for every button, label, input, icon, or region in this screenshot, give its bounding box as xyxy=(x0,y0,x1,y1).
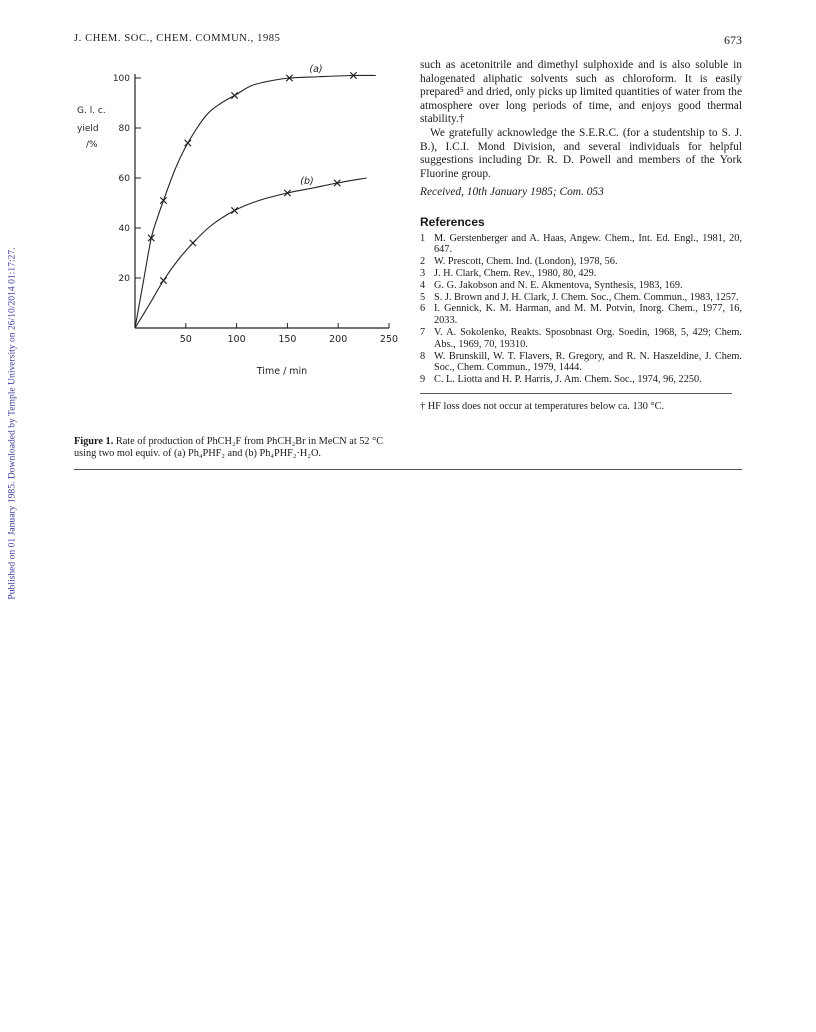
data-point-marker xyxy=(190,240,196,246)
journal-title: J. CHEM. SOC., CHEM. COMMUN., 1985 xyxy=(74,33,281,44)
reference-number: 3 xyxy=(420,267,426,279)
figure-1-chart xyxy=(74,56,404,386)
y-tick-label: 100 xyxy=(112,74,130,84)
reference-text: W. Brunskill, W. T. Flavers, R. Gregory, and R. N. Haszeldine, J. Chem. Soc., Chem. Commun., 1979, 1444. xyxy=(434,350,742,374)
reference-number: 2 xyxy=(420,256,426,268)
y-axis-label-line: yield xyxy=(77,124,99,134)
page-header xyxy=(74,33,742,49)
reference-item xyxy=(420,233,742,257)
right-column xyxy=(420,59,742,413)
references-heading: References xyxy=(420,214,485,229)
reference-text: J. H. Clark, Chem. Rev., 1980, 80, 429. xyxy=(434,267,597,279)
series-label: (a) xyxy=(309,64,323,75)
y-axis-label-line: /% xyxy=(86,140,98,150)
y-tick-label: 40 xyxy=(118,224,130,234)
reference-number: 4 xyxy=(420,279,426,291)
reference-item xyxy=(420,256,742,268)
y-axis-label-line: G. l. c. xyxy=(77,106,106,116)
reference-number: 1 xyxy=(420,232,426,244)
data-point-marker xyxy=(231,92,237,98)
x-tick-label: 200 xyxy=(329,334,348,345)
reference-item xyxy=(420,268,742,280)
reference-number: 9 xyxy=(420,374,426,386)
reference-item xyxy=(420,292,742,304)
reference-number: 7 xyxy=(420,326,426,338)
acknowledgement-paragraph: We gratefully acknowledge the S.E.R.C. (for a studentship to S. J. B.), I.C.I. Mond Division, and several individuals for helpful suggestions including Dr. R. D. Powell and members of the York Fluorine group. xyxy=(420,126,742,180)
received-line: Received, 10th January 1985; Com. 053 xyxy=(420,186,604,199)
reference-item xyxy=(420,327,742,351)
series-label: (b) xyxy=(300,176,314,187)
x-tick-label: 150 xyxy=(278,334,297,345)
footnote: † HF loss does not occur at temperatures below ca. 130 °C. xyxy=(420,400,665,412)
references-list xyxy=(420,233,742,386)
reference-text: M. Gerstenberger and A. Haas, Angew. Chem., Int. Ed. Engl., 1981, 20, 647. xyxy=(434,232,742,256)
download-watermark: Published on 01 January 1985. Downloaded by Temple University on 26/10/2014 01:17:27. xyxy=(6,247,18,600)
reference-text: I. Gennick, K. M. Harman, and M. M. Potvin, Inorg. Chem., 1977, 16, 2033. xyxy=(434,303,742,327)
reference-item xyxy=(420,303,742,327)
y-tick-label: 20 xyxy=(118,274,130,284)
reference-text: W. Prescott, Chem. Ind. (London), 1978, 56. xyxy=(434,256,618,268)
page-bottom-rule xyxy=(74,469,742,470)
data-point-marker xyxy=(160,277,166,283)
series-line-b xyxy=(135,178,367,328)
figure-caption xyxy=(74,436,398,461)
data-point-marker xyxy=(160,197,166,203)
reference-text: C. L. Liotta and H. P. Harris, J. Am. Chem. Soc., 1974, 96, 2250. xyxy=(434,374,702,386)
reference-text: V. A. Sokolenko, Reakts. Sposobnast Org. Soedin, 1968, 5, 429; Chem. Abs., 1969, 70, 19310. xyxy=(434,326,742,350)
y-tick-label: 60 xyxy=(118,174,130,184)
figure-caption-text: Rate of production of PhCH₂F from PhCH₂Br in MeCN at 52 °C using two mol equiv. of (a) Ph₄PHF₂ and (b) Ph₄PHF₂·H₂O. xyxy=(74,436,384,460)
x-axis-label: Time / min xyxy=(256,366,308,377)
reference-text: S. J. Brown and J. H. Clark, J. Chem. Soc., Chem. Commun., 1983, 1257. xyxy=(434,291,739,303)
page-number: 673 xyxy=(724,33,742,47)
data-point-marker xyxy=(185,140,191,146)
figure-caption-label: Figure 1. xyxy=(74,436,114,447)
x-tick-label: 250 xyxy=(379,334,399,345)
footnote-divider xyxy=(420,393,732,394)
reference-item xyxy=(420,280,742,292)
x-tick-label: 100 xyxy=(227,334,246,345)
reference-number: 6 xyxy=(420,303,426,315)
y-tick-label: 80 xyxy=(118,124,130,134)
reference-number: 5 xyxy=(420,291,426,303)
reference-item xyxy=(420,351,742,375)
reference-number: 8 xyxy=(420,350,426,362)
reference-item xyxy=(420,374,742,386)
body-paragraph-1: such as acetonitrile and dimethyl sulphoxide and is also soluble in halogenated aliphatic solvents such as chloroform. It is easily prepared⁵ and dried, only picks up limited quantities of water from the atmosphere over long periods of time, and enjoys good thermal stability.† xyxy=(420,59,742,126)
data-point-marker xyxy=(231,207,237,213)
reference-text: G. G. Jakobson and N. E. Akmentova, Synthesis, 1983, 169. xyxy=(434,279,683,291)
x-tick-label: 50 xyxy=(179,334,192,345)
